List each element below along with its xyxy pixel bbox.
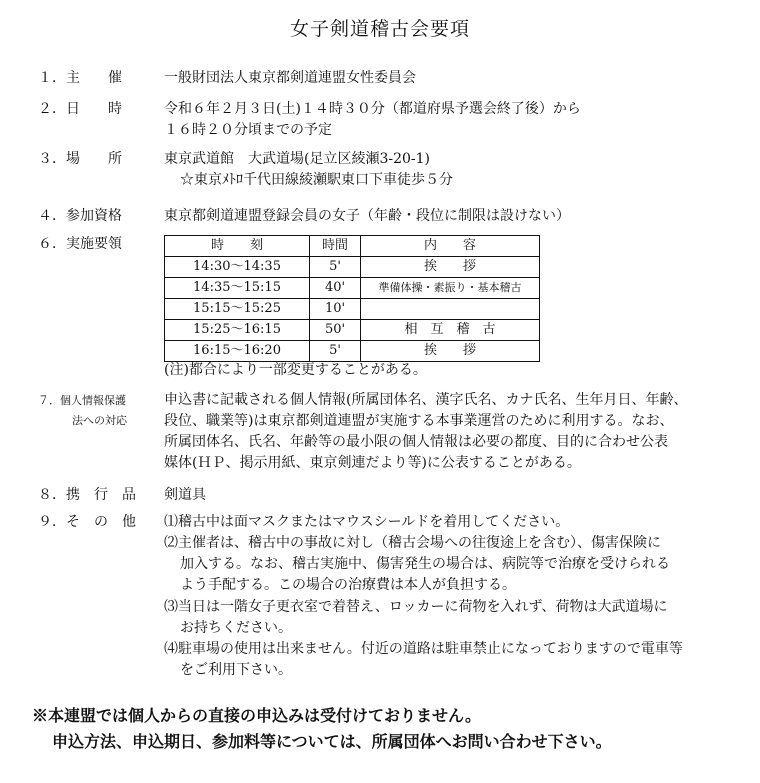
schedule-time: 16:15～16:20 [165,341,310,362]
other-line-3: 加入する。なお、稽古実施中、傷害発生の場合は、病院等で治療を受けられる [180,556,670,572]
page-title: 女子剣道稽古会要項 [289,18,470,40]
other-line-1: ⑴稽古中は面マスクまたはマウスシールドを着用してください。 [164,514,570,530]
organizer-value: 一般財団法人東京都剣道連盟女性委員会 [164,70,416,86]
place-label: ３．場 所 [38,151,122,167]
schedule-row [165,320,540,341]
schedule-duration: 5' [310,341,361,362]
privacy-line-3: 所属団体名、氏名、年齢等の最小限の個人情報は必要の都度、目的に合わせ公表 [164,434,668,450]
place-line-2: ☆東京ﾒﾄﾛ千代田線綾瀬駅東口下車徒歩５分 [180,172,453,188]
schedule-content [361,299,540,320]
schedule-header-row [165,236,540,257]
schedule-content: 準備体操・素振り・基本稽古 [361,278,540,299]
schedule-duration: 40' [310,278,361,299]
belongings-label: ８．携 行 品 [38,487,136,503]
organizer-label: １．主 催 [38,70,122,86]
datetime-line-2: １６時２０分頃までの予定 [164,122,332,138]
other-line-5: ⑶当日は一階女子更衣室で着替え、ロッカーに荷物を入れず、荷物は大武道場に [164,599,668,615]
schedule-note: (注)都合により一部変更することがある。 [164,362,427,378]
privacy-line-4: 媒体(ＨＰ、掲示用紙、東京剣連だより等)に公表することがある。 [164,455,581,471]
schedule-duration: 5' [310,257,361,278]
schedule-time: 14:35～15:15 [165,278,310,299]
eligibility-label: ４．参加資格 [38,208,122,224]
privacy-label-2: 法への対応 [72,414,127,427]
schedule-header-time: 時 刻 [165,236,310,257]
schedule-duration: 10' [310,299,361,320]
schedule-label: ６．実施要領 [38,236,122,252]
other-label: ９．そ の 他 [38,514,136,530]
schedule-row [165,257,540,278]
schedule-time: 14:30～14:35 [165,257,310,278]
schedule-row [165,299,540,320]
other-line-6: お持ちください。 [180,620,292,636]
other-line-2: ⑵主催者は、稽古中の事故に対し（稽古会場への往復途上を含む）、傷害保険に [164,535,661,551]
schedule-header-content: 内 容 [361,236,540,257]
other-line-8: をご利用下さい。 [180,662,292,678]
eligibility-value: 東京都剣道連盟登録会員の女子（年齢・段位に制限は設けない） [164,208,570,224]
place-line-1: 東京武道館 大武道場(足立区綾瀬3-20-1) [164,151,431,167]
other-line-4: よう手配する。この場合の治療費は本人が負担する。 [180,577,516,593]
schedule-time: 15:15～15:25 [165,299,310,320]
schedule-content: 相 互 稽 古 [361,320,540,341]
schedule-duration: 50' [310,320,361,341]
datetime-label: ２．日 時 [38,101,122,117]
datetime-line-1: 令和６年２月３日(土)１４時３０分（都道府県予選会終了後）から [164,101,581,117]
schedule-content: 挨 拶 [361,257,540,278]
footer-note-1: ※本連盟では個人からの直接の申込みは受付けておりません。 [32,706,481,725]
schedule-table [164,235,540,362]
privacy-label-1: ７．個人情報保護 [38,394,126,407]
privacy-line-1: 申込書に記載される個人情報(所属団体名、漢字氏名、カナ氏名、生年月日、年齢、 [164,392,688,408]
schedule-content: 挨 拶 [361,341,540,362]
privacy-line-2: 段位、職業等)は東京都剣道連盟が実施する本事業運営のために利用する。なお、 [164,413,674,429]
schedule-header-duration: 時間 [310,236,361,257]
schedule-row [165,278,540,299]
belongings-value: 剣道具 [164,487,206,503]
other-line-7: ⑷駐車場の使用は出来ません。付近の道路は駐車禁止になっておりますので電車等 [164,641,683,657]
footer-note-2: 申込方法、申込期日、参加料等については、所属団体へお問い合わせ下さい。 [52,732,612,751]
schedule-row [165,341,540,362]
schedule-time: 15:25～16:15 [165,320,310,341]
